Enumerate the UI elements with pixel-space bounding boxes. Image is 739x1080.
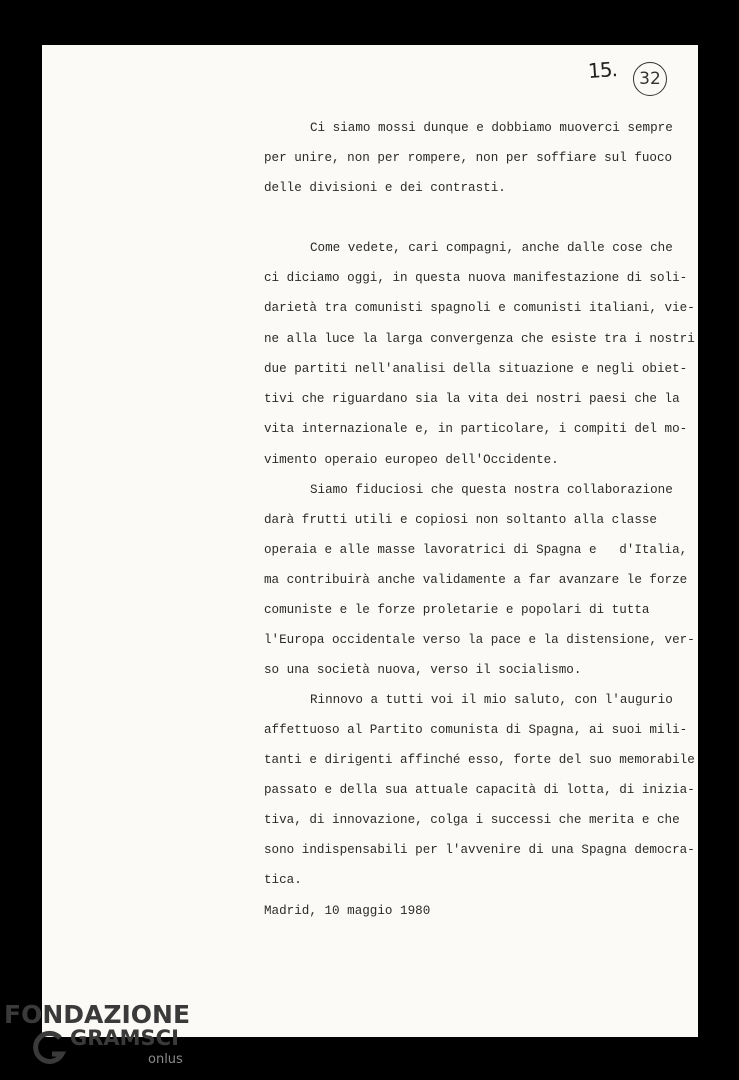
folio-number-text: 32 bbox=[639, 69, 661, 89]
text-line: tica. bbox=[264, 873, 302, 887]
text-line: ma contribuirà anche validamente a far avanzare le forze bbox=[264, 573, 688, 587]
text-line: delle divisioni e dei contrasti. bbox=[264, 181, 506, 195]
text-line: affettuoso al Partito comunista di Spagna, ai suoi mili- bbox=[264, 723, 688, 737]
text-line: passato e della sua attuale capacità di lotta, di inizia- bbox=[264, 783, 695, 797]
watermark-line3: onlus bbox=[148, 1052, 183, 1067]
text-line: l'Europa occidentale verso la pace e la distensione, ver- bbox=[264, 633, 695, 647]
text-line: comuniste e le forze proletarie e popolari di tutta bbox=[264, 603, 650, 617]
watermark-line1: FONDAZIONE bbox=[4, 1000, 191, 1029]
text-line: ne alla luce la larga convergenza che esiste tra i nostri bbox=[264, 332, 695, 346]
text-line: tivi che riguardano sia la vita dei nostri paesi che la bbox=[264, 392, 680, 406]
text-line: Ci siamo mossi dunque e dobbiamo muoverci sempre bbox=[310, 121, 673, 135]
text-line: sono indispensabili per l'avvenire di una Spagna democra- bbox=[264, 843, 695, 857]
text-line: tanti e dirigenti affinché esso, forte del suo memorabile bbox=[264, 753, 695, 767]
text-line: Rinnovo a tutti voi il mio saluto, con l'augurio bbox=[310, 693, 673, 707]
text-line: Siamo fiduciosi che questa nostra collaborazione bbox=[310, 483, 673, 497]
text-line: ci diciamo oggi, in questa nuova manifestazione di soli- bbox=[264, 271, 688, 285]
text-line: per unire, non per rompere, non per soffiare sul fuoco bbox=[264, 151, 673, 165]
text-line: so una società nuova, verso il socialismo. bbox=[264, 663, 582, 677]
page-number: 15. bbox=[587, 57, 618, 83]
watermark-line2: GRAMSCI bbox=[70, 1026, 179, 1050]
text-line: darietà tra comunisti spagnoli e comunisti italiani, vie- bbox=[264, 301, 695, 315]
text-line: vita internazionale e, in particolare, i compiti del mo- bbox=[264, 422, 688, 436]
text-line: tiva, di innovazione, colga i successi che merita e che bbox=[264, 813, 680, 827]
date-line: Madrid, 10 maggio 1980 bbox=[264, 904, 431, 918]
text-line: Come vedete, cari compagni, anche dalle cose che bbox=[310, 241, 673, 255]
folio-number bbox=[633, 62, 667, 96]
gramsci-g-icon bbox=[30, 1028, 70, 1068]
text-line: due partiti nell'analisi della situazione e negli obiet- bbox=[264, 362, 688, 376]
text-line: operaia e alle masse lavoratrici di Spagna e d'Italia, bbox=[264, 543, 688, 557]
text-line: darà frutti utili e copiosi non soltanto alla classe bbox=[264, 513, 657, 527]
foundation-watermark-logo bbox=[0, 998, 200, 1080]
text-line: vimento operaio europeo dell'Occidente. bbox=[264, 453, 559, 467]
